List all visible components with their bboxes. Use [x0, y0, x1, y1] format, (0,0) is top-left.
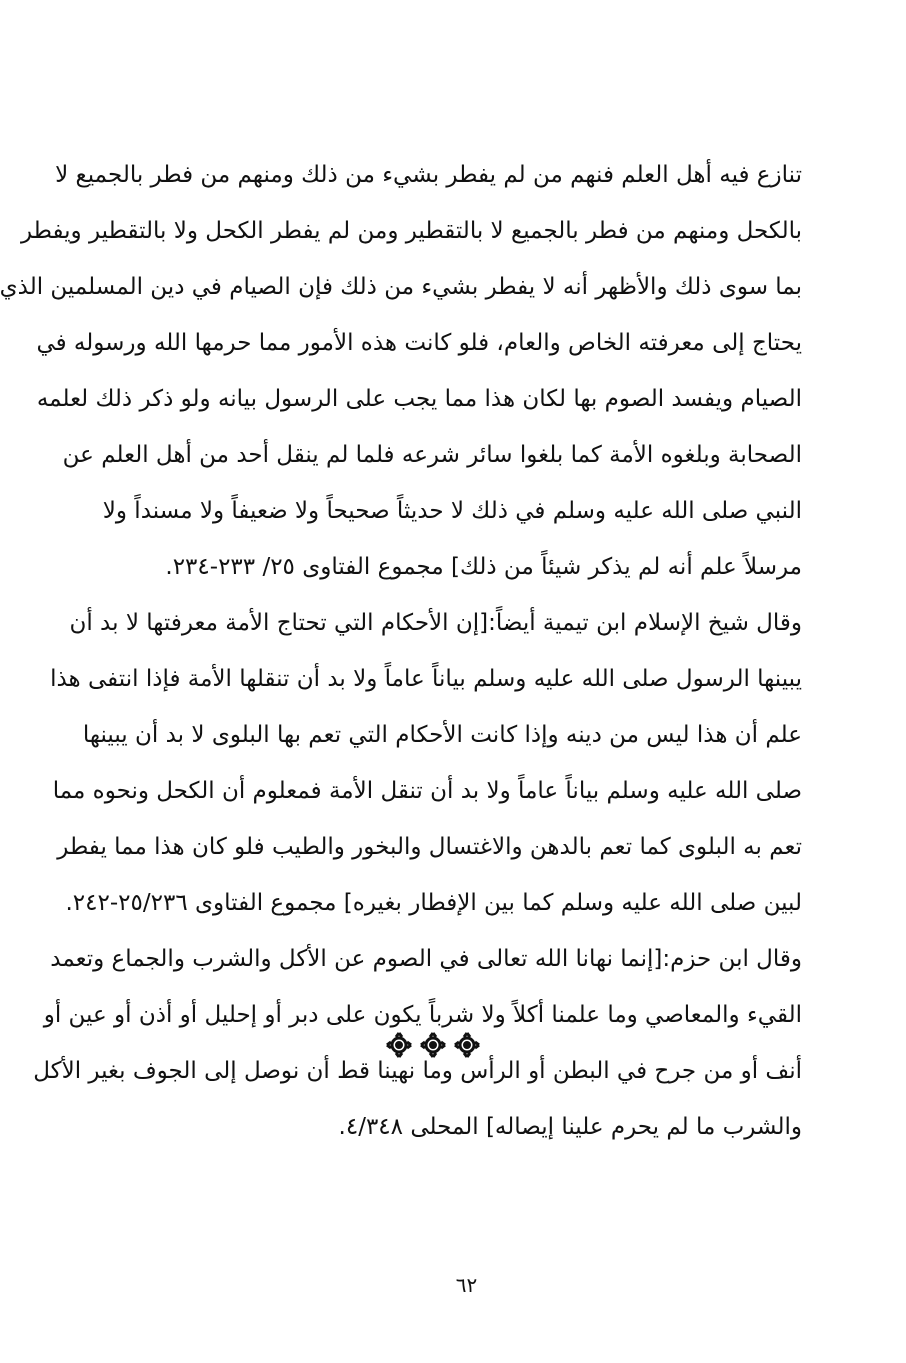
- text-line: النبي صلى الله عليه وسلم في ذلك لا حديثاً صحيحاً ولا ضعيفاً ولا مسنداً ولا: [102, 498, 802, 524]
- text-line: يبينها الرسول صلى الله عليه وسلم بياناً عاماً ولا بد أن تنقلها الأمة فإذا انتفى هذا: [50, 666, 802, 692]
- body-text: [0, 147, 802, 1155]
- paragraph-1: [0, 147, 802, 595]
- text-line: بالكحل ومنهم من فطر بالجميع لا بالتقطير ومن لم يفطر الكحل ولا بالتقطير ويفطر: [20, 218, 802, 244]
- text-line: والشرب ما لم يحرم علينا إيصاله] المحلى ٤/٣٤٨.: [338, 1114, 802, 1140]
- text-line: أنف أو من جرح في البطن أو الرأس وما نهينا قط أن نوصل إلى الجوف بغير الأكل: [33, 1058, 802, 1084]
- text-line: مرسلاً علم أنه لم يذكر شيئاً من ذلك] مجموع الفتاوى ٢٥/ ٢٣٣-٢٣٤.: [165, 554, 802, 580]
- text-line: يحتاج إلى معرفته الخاص والعام، فلو كانت هذه الأمور مما حرمها الله ورسوله في: [36, 330, 802, 356]
- text-line: تنازع فيه أهل العلم فنهم من لم يفطر بشيء من ذلك ومنهم من فطر بالجميع لا: [55, 162, 802, 188]
- text-line: لبين صلى الله عليه وسلم كما بين الإفطار بغيره] مجموع الفتاوى ٢٥/٢٣٦-٢٤٢.: [65, 890, 802, 916]
- page-number: ٦٢: [455, 1273, 478, 1297]
- text-line: بما سوى ذلك والأظهر أنه لا يفطر بشيء من ذلك فإن الصيام في دين المسلمين الذي: [0, 274, 802, 300]
- text-line: علم أن هذا ليس من دينه وإذا كانت الأحكام التي تعم بها البلوى لا بد أن يبينها: [82, 722, 802, 748]
- text-line: وقال شيخ الإسلام ابن تيمية أيضاً:[إن الأحكام التي تحتاج الأمة معرفتها لا بد أن: [69, 610, 802, 636]
- text-line: الصيام ويفسد الصوم بها لكان هذا مما يجب على الرسول بيانه ولو ذكر ذلك لعلمه: [36, 386, 802, 412]
- three-flower-ornament-icon: [383, 1030, 483, 1060]
- text-line: وقال ابن حزم:[إنما نهانا الله تعالى في الصوم عن الأكل والشرب والجماع وتعمد: [50, 946, 802, 972]
- text-line: القيء والمعاصي وما علمنا أكلاً ولا شرباً يكون على دبر أو إحليل أو أذن أو عين أو: [43, 1002, 802, 1028]
- paragraph-2: [50, 595, 802, 931]
- text-line: الصحابة وبلغوه الأمة كما بلغوا سائر شرعه فلما لم ينقل أحد من أهل العلم عن: [62, 442, 802, 468]
- text-line: تعم به البلوى كما تعم بالدهن والاغتسال والبخور والطيب فلو كان هذا مما يفطر: [57, 834, 802, 860]
- text-line: صلى الله عليه وسلم بياناً عاماً ولا بد أن تنقل الأمة فمعلوم أن الكحل ونحوه مما: [52, 778, 802, 804]
